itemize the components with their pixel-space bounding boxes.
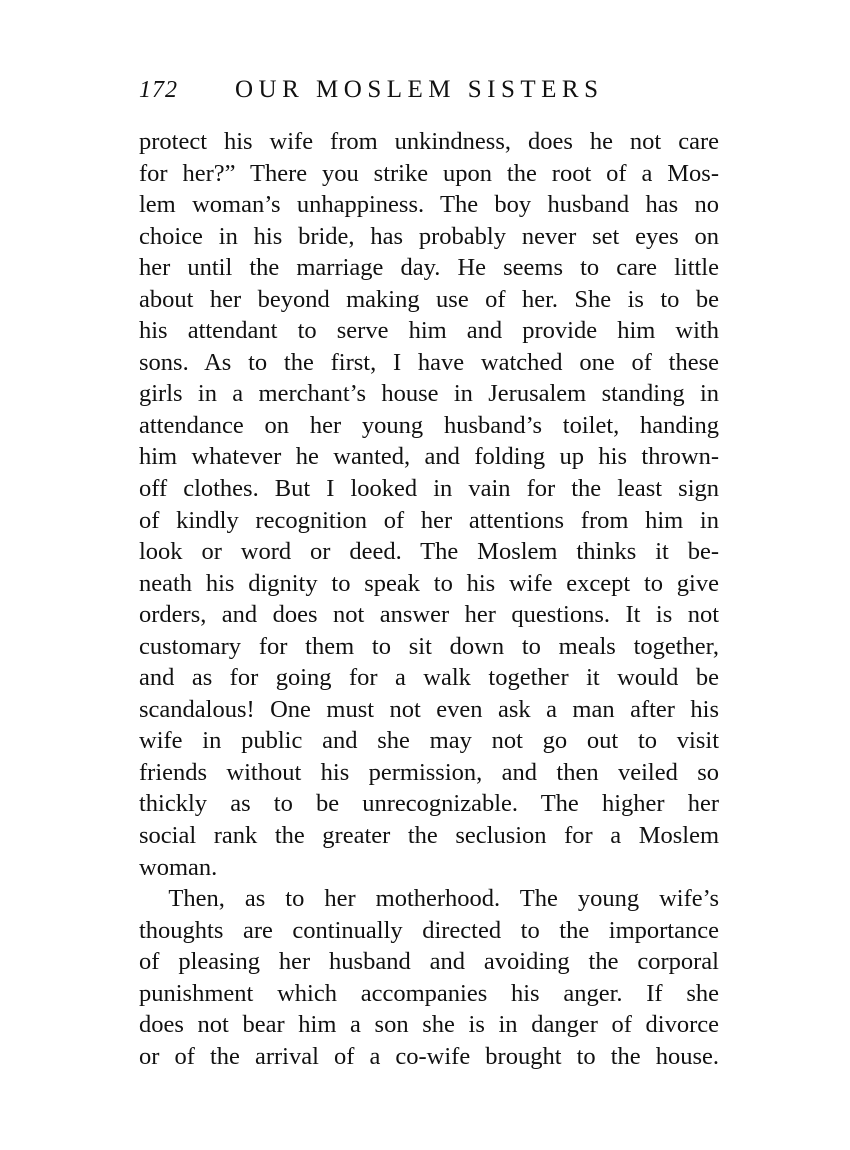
text-line: about her beyond making use of her. She is to be (139, 285, 719, 313)
text-line: her until the marriage day. He seems to care little (139, 254, 719, 282)
text-line: woman. (139, 853, 218, 881)
text-line: girls in a merchant’s house in Jerusalem standing in (139, 380, 719, 408)
text-line: him whatever he wanted, and folding up his thrown- (139, 443, 719, 471)
text-line: wife in public and she may not go out to visit (139, 727, 719, 755)
running-title: OUR MOSLEM SISTERS (235, 76, 604, 103)
text-line: scandalous! One must not even ask a man after his (139, 695, 719, 723)
text-line: sons. As to the first, I have watched one of these (139, 348, 719, 376)
text-line: punishment which accompanies his anger. If she (139, 979, 719, 1007)
text-line: protect his wife from unkindness, does he not care (139, 128, 719, 155)
text-line: choice in his bride, has probably never set eyes on (139, 222, 719, 250)
page-number: 172 (139, 77, 178, 103)
body-text (139, 126, 719, 1072)
text-line: lem woman’s unhappiness. The boy husband has no (139, 191, 719, 219)
text-line: for her?” There you strike upon the root of a Mos- (139, 159, 719, 187)
text-line: attendance on her young husband’s toilet, handing (139, 411, 719, 439)
text-line: orders, and does not answer her questions. It is not (139, 601, 719, 629)
text-line: thoughts are continually directed to the importance (139, 916, 719, 944)
text-line: social rank the greater the seclusion for a Moslem (139, 822, 719, 850)
paragraph-1 (139, 126, 719, 883)
text-line: Then, as to her motherhood. The young wife’s (168, 885, 719, 913)
text-line: of pleasing her husband and avoiding the corporal (139, 948, 719, 976)
text-line: friends without his permission, and then veiled so (139, 758, 719, 786)
text-line: look or word or deed. The Moslem thinks it be- (139, 538, 719, 566)
text-line: of kindly recognition of her attentions from him in (139, 506, 719, 534)
text-line: customary for them to sit down to meals together, (139, 632, 719, 660)
paragraph-2 (139, 883, 719, 1072)
text-line: does not bear him a son she is in danger of divorce (139, 1011, 719, 1039)
text-line: thickly as to be unrecognizable. The higher her (139, 790, 719, 818)
text-line: his attendant to serve him and provide him with (139, 317, 719, 345)
running-head (139, 72, 719, 108)
text-line: off clothes. But I looked in vain for the least sign (139, 475, 719, 503)
text-line: neath his dignity to speak to his wife except to give (139, 569, 719, 597)
text-line: and as for going for a walk together it would be (139, 664, 719, 692)
text-line: or of the arrival of a co-wife brought to the house. (139, 1042, 719, 1070)
